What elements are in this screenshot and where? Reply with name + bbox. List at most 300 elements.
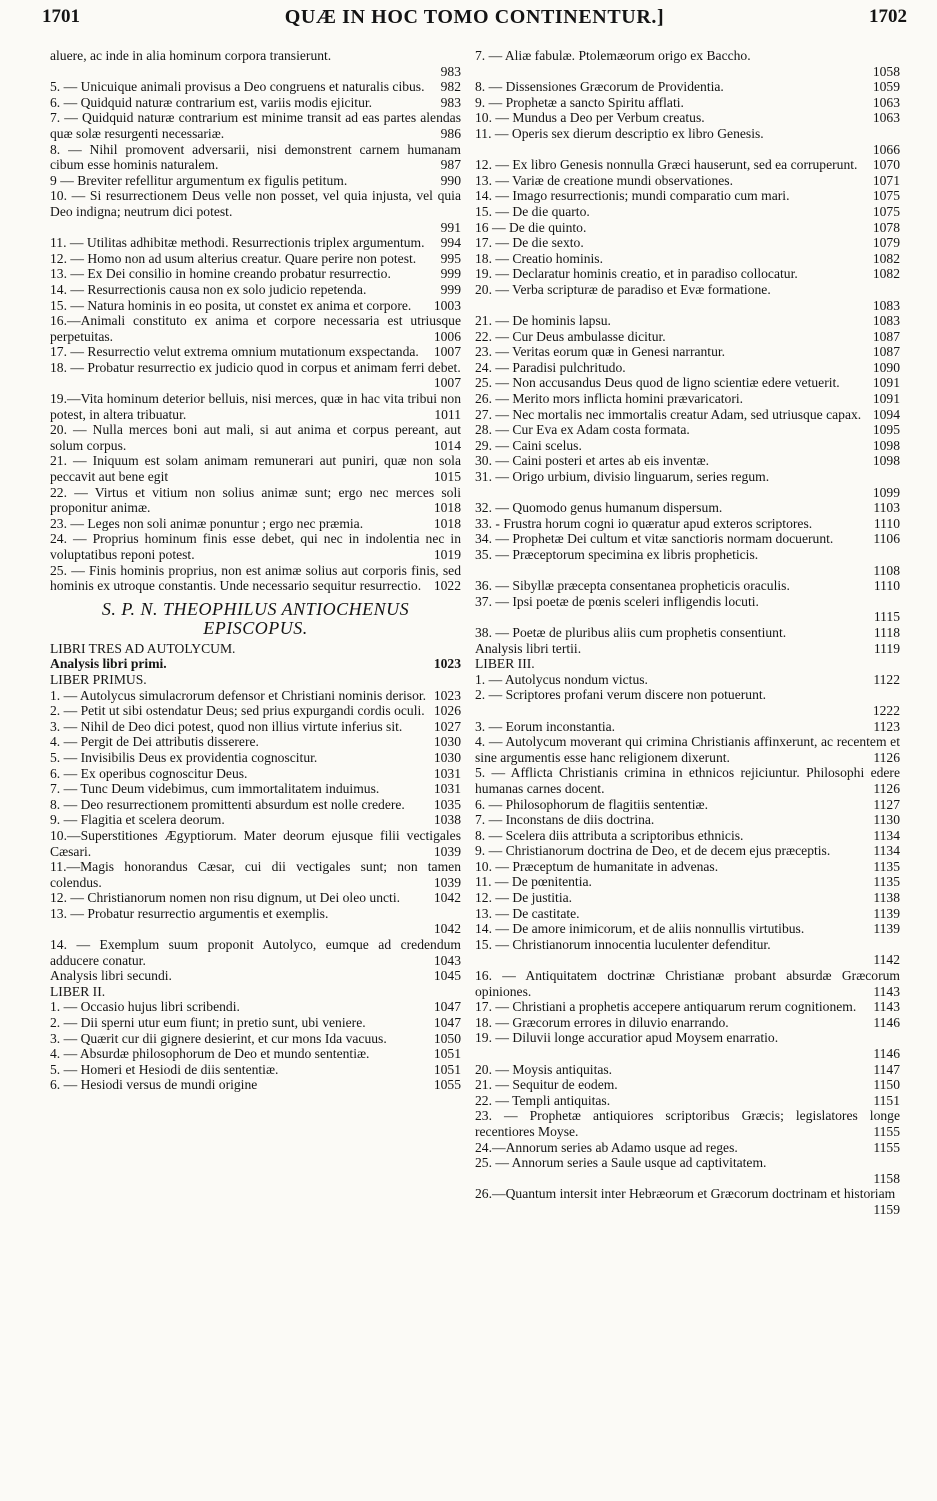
toc-entry-page-slot: [867, 188, 900, 204]
toc-entry-page: 1023: [433, 687, 461, 703]
toc-entry: [50, 422, 461, 453]
toc-entry: [50, 937, 461, 968]
toc-entry-page-slot: [867, 999, 900, 1015]
toc-entry-page-slot: [428, 734, 461, 750]
toc-entry-page-slot: [867, 422, 900, 438]
toc-entry-page: 1050: [433, 1030, 461, 1046]
toc-entry-page: 1126: [873, 780, 900, 796]
toc-entry-page-slot: [428, 719, 461, 735]
toc-entry-page-slot: [867, 1062, 900, 1078]
toc-entry: [475, 469, 900, 485]
toc-entry-page: 1031: [433, 781, 461, 797]
toc-entry-page-slot: [868, 578, 900, 594]
toc-entry-text: 4. — Absurdæ philosophorum de Deo et mundo sententiæ. 1051: [50, 1046, 461, 1062]
toc-entry-text: 23. — Veritas eorum quæ in Genesi narrantur. 1087: [475, 344, 900, 360]
toc-entry: [475, 874, 900, 890]
toc-entry: [50, 703, 461, 719]
toc-entry-page: 1083: [872, 297, 900, 313]
toc-entry-page-slot: [867, 266, 900, 282]
toc-entry: [50, 1046, 461, 1062]
toc-entry-page-slot: [435, 251, 461, 267]
toc-entry-page: 1098: [872, 453, 900, 469]
toc-entry-page-slot: [428, 656, 461, 672]
toc-entry-text: 8. — Scelera diis attributa a scriptoribus ethnicis. 1134: [475, 827, 900, 843]
toc-entry-page-slot: [867, 750, 900, 766]
toc-entry-text: 31. — Origo urbium, divisio linguarum, series regum.: [475, 469, 770, 485]
toc-entry-page: 1150: [873, 1077, 900, 1093]
toc-entry: [50, 812, 461, 828]
toc-entry: [50, 921, 461, 937]
toc-entry: [475, 734, 900, 765]
toc-entry-page: 1047: [433, 1015, 461, 1031]
toc-entry: [475, 438, 900, 454]
toc-entry-page-slot: [435, 126, 461, 142]
left-column: [50, 48, 461, 1093]
toc-entry-page: 1027: [433, 718, 461, 734]
toc-entry-text: 22. — Cur Deus ambulasse dicitur. 1087: [475, 328, 900, 344]
toc-entry-text: 26. — Merito mors inflicta homini prævaricatori. 1091: [475, 391, 900, 407]
toc-entry-page: 991: [440, 219, 461, 235]
toc-entry-text: 5. — Unicuique animali provisus a Deo congruens et naturalis cibus. 982: [50, 79, 461, 95]
toc-entry-page: 1083: [872, 313, 900, 329]
toc-entry-text: 8. — Deo resurrectionem promittenti absurdum est nolle credere. 1035: [50, 796, 461, 812]
toc-entry-page: 1146: [873, 1014, 900, 1030]
toc-entry-page-slot: [867, 391, 900, 407]
toc-entry-page-slot: [428, 1062, 461, 1078]
toc-entry: [50, 453, 461, 484]
toc-entry-page: 1042: [433, 890, 461, 906]
toc-entry: [475, 1015, 900, 1031]
toc-entry-text: Analysis libri tertii. 1119: [475, 640, 900, 656]
toc-entry-page-slot: [867, 531, 900, 547]
toc-entry: [475, 251, 900, 267]
toc-entry-text: 16.—Animali constituto ex anima et corpore necessaria est utriusque perpetuitas. 1006: [50, 313, 461, 344]
toc-entry-page: 1139: [873, 921, 900, 937]
toc-entry-text: 24. — Paradisi pulchritudo. 1090: [475, 359, 900, 375]
toc-entry-text: 3. — Quærit cur dii gignere desierint, et cur mons Ida vacuus. 1050: [50, 1030, 461, 1046]
toc-entry-page-slot: [867, 220, 900, 236]
toc-entry-page: 1082: [872, 266, 900, 282]
toc-entry: [50, 750, 461, 766]
toc-entry-text: 38. — Poetæ de pluribus aliis cum prophetis consentiunt. 1118: [475, 624, 900, 640]
toc-entry-page-slot: [435, 282, 461, 298]
toc-entry-text: 1. — Occasio hujus libri scribendi. 1047: [50, 999, 461, 1015]
toc-entry-text: 23. — Leges non soli animæ ponuntur ; ergo nec præmia. 1018: [50, 515, 461, 531]
toc-entry-page-slot: [428, 516, 461, 532]
toc-entry-page: 986: [440, 125, 461, 141]
toc-entry: [50, 1031, 461, 1047]
toc-entry-text: 19. — Declaratur hominis creatio, et in paradiso collocatur. 1082: [475, 266, 900, 282]
toc-entry-text: 12. — Homo non ad usum alterius creatur. Quare perire non potest. 995: [50, 250, 461, 266]
toc-entry: [475, 173, 900, 189]
toc-entry: [50, 95, 461, 111]
toc-entry-text: 33. - Frustra horum cogni io quæratur apud exteros scriptores. 1110: [475, 515, 900, 531]
toc-entry-text: 25. — Non accusandus Deus quod de ligno scientiæ edere vetuerit. 1091: [475, 375, 900, 391]
toc-entry-page: 1051: [433, 1046, 461, 1062]
toc-entry-text: 12. — Christianorum nomen non risu dignum, ut Dei oleo uncti. 1042: [50, 890, 461, 906]
toc-entry: [475, 1155, 900, 1171]
toc-entry: [50, 890, 461, 906]
toc-entry-page-slot: [428, 1031, 461, 1047]
toc-entry-page-slot: [867, 812, 900, 828]
toc-entry-text: 17. — Resurrectio velut extrema omnium mutationum exspectanda. 1007: [50, 344, 461, 360]
toc-entry-page-slot: [435, 235, 461, 251]
toc-entry-page: 990: [440, 172, 461, 188]
toc-entry: [50, 734, 461, 750]
toc-entry-page: 1023: [433, 656, 461, 672]
toc-entry: [50, 360, 461, 391]
toc-entry-page-slot: [428, 329, 461, 345]
toc-entry-page: 1019: [433, 547, 461, 562]
toc-entry-text: 2. — Petit ut sibi ostendatur Deus; sed prius expurgandi cordis oculi. 1026: [50, 703, 461, 719]
toc-entry-page-slot: [868, 625, 900, 641]
toc-entry-page: 1151: [873, 1092, 900, 1108]
toc-entry-text: 1. — Autolycus simulacrorum defensor et Christiani nominis derisor. 1023: [50, 687, 461, 703]
toc-entry: [50, 766, 461, 782]
toc-entry-page: 1039: [433, 874, 461, 890]
toc-entry: [50, 79, 461, 95]
toc-entry: [50, 220, 461, 236]
toc-entry-page: 1078: [872, 219, 900, 235]
toc-entry-page: 987: [440, 157, 461, 173]
toc-entry: [475, 204, 900, 220]
toc-entry-text: 14. — Exemplum suum proponit Autolyco, eumque ad credendum adducere conatur. 1043: [50, 937, 461, 968]
toc-entry: [475, 703, 900, 719]
section-heading: LIBER III.: [475, 656, 535, 672]
toc-entry-page-slot: [867, 407, 900, 423]
toc-entry-page: 1155: [873, 1123, 900, 1139]
toc-entry-text: 20. — Verba scripturæ de paradiso et Evæ formatione.: [475, 281, 771, 297]
toc-entry-page: 1103: [873, 500, 900, 516]
toc-entry-text: 14. — Resurrectionis causa non ex solo judicio repetenda. 999: [50, 281, 461, 297]
toc-entry: [475, 298, 900, 314]
toc-entry-page-slot: [428, 547, 461, 563]
toc-entry-text: 24. — Proprius hominum finis esse debet, qui nec in indolentia nec in voluptatibus reponi potest. 1019: [50, 531, 461, 562]
toc-entry-page-slot: [867, 251, 900, 267]
toc-entry-page-slot: [428, 688, 461, 704]
toc-entry-page-slot: [867, 453, 900, 469]
toc-entry-text: 23. — Prophetæ antiquiores scriptoribus Græcis; legislatores longe recentiores Moyse. 1155: [475, 1108, 900, 1139]
toc-entry-text: 13. — De castitate. 1139: [475, 905, 900, 921]
toc-entry-page-slot: [428, 578, 461, 594]
toc-entry: [50, 188, 461, 219]
toc-entry: [475, 64, 900, 80]
toc-entry: [50, 719, 461, 735]
toc-entry-page-slot: [867, 781, 900, 797]
toc-entry-page: 1063: [872, 94, 900, 110]
toc-entry-page-slot: [428, 812, 461, 828]
toc-entry-page: 1155: [873, 1139, 900, 1155]
toc-entry: [475, 687, 900, 703]
toc-entry-page: 1058: [872, 63, 900, 79]
toc-entry-page: 1066: [872, 141, 900, 157]
section-title: S. P. N. THEOPHILUS ANTIOCHENUS EPISCOPUS.: [101, 598, 410, 638]
toc-entry-page: 1127: [873, 796, 900, 812]
toc-entry-text: 35. — Præceptorum specimina ex libris propheticis.: [475, 547, 759, 562]
toc-entry-text: 9. — Christianorum doctrina de Deo, et de decem ejus præceptis. 1134: [475, 843, 900, 859]
toc-entry-page-slot: [867, 890, 900, 906]
toc-entry: [475, 843, 900, 859]
toc-entry-page: 1075: [872, 203, 900, 219]
toc-entry-page: 1090: [872, 359, 900, 375]
toc-entry-page: 983: [440, 63, 461, 79]
toc-entry-text: 21. — Iniquum est solam animam remunerari aut puniri, quæ non sola peccavit aut bene egit 1015: [50, 453, 461, 485]
toc-entry-page: 1003: [433, 297, 461, 313]
toc-entry: [475, 641, 900, 657]
toc-entry-text: 13. — Probatur resurrectio argumentis et exemplis.: [50, 905, 329, 921]
toc-entry-text: Analysis libri secundi. 1045: [50, 968, 461, 984]
toc-entry: [50, 1062, 461, 1078]
toc-entry: [475, 391, 900, 407]
toc-entry-page-slot: [867, 906, 900, 922]
toc-entry: [475, 329, 900, 345]
toc-entry: [475, 266, 900, 282]
toc-entry-page: 1079: [872, 235, 900, 251]
toc-entry-text: 27. — Nec mortalis nec immortalis creatur Adam, sed utriusque capax. 1094: [475, 406, 900, 422]
toc-entry-page: 1130: [873, 812, 900, 828]
toc-entry-page: 1075: [872, 188, 900, 204]
toc-entry-page: 1134: [873, 827, 900, 843]
toc-entry: [50, 906, 461, 922]
toc-entry-page: 1134: [873, 843, 900, 859]
toc-entry-page-slot: [867, 500, 900, 516]
toc-entry: [475, 625, 900, 641]
toc-entry-page-slot: [867, 984, 900, 1000]
toc-entry: [50, 313, 461, 344]
toc-entry-page-slot: [867, 1140, 900, 1156]
toc-entry-text: 7. — Inconstans de diis doctrina. 1130: [475, 812, 900, 828]
toc-entry: [50, 781, 461, 797]
toc-entry: [475, 890, 900, 906]
toc-entry-page: 994: [440, 235, 461, 251]
toc-entry-page: 1006: [433, 328, 461, 344]
toc-entry-page: 1071: [872, 172, 900, 188]
toc-entry: [475, 594, 900, 610]
toc-entry-text: 9. — Flagitia et scelera deorum. 1038: [50, 812, 461, 828]
toc-entry-page: 1087: [872, 344, 900, 360]
toc-entry-page: 1091: [872, 375, 900, 391]
toc-entry-text: 22. — Virtus et vitium non solius animæ sunt; ergo nec merces soli proponitur animæ. 1018: [50, 484, 461, 516]
toc-entry-text: 10. — Mundus a Deo per Verbum creatus. 1063: [475, 110, 900, 126]
toc-entry-page-slot: [867, 95, 900, 111]
toc-entry-text: 16 — De die quinto. 1078: [475, 219, 900, 235]
toc-entry-page: 1018: [433, 500, 461, 516]
toc-entry: [50, 968, 461, 984]
toc-entry-text: 15. — Christianorum innocentia luculenter defenditur.: [475, 936, 771, 952]
toc-entry-page: 1095: [872, 422, 900, 438]
toc-entry-page: 1110: [873, 515, 900, 531]
toc-entry-page-slot: [867, 797, 900, 813]
toc-entry-page-slot: [867, 375, 900, 391]
toc-entry-text: 9. — Prophetæ a sancto Spiritu afflati. 1063: [475, 94, 900, 110]
toc-entry-page: 1042: [433, 921, 461, 937]
toc-entry-text: 18. — Probatur resurrectio ex judicio quod in corpus et animam ferri debet. 1007: [50, 359, 461, 391]
toc-entry-page-slot: [435, 157, 461, 173]
page-number-right: 1702: [869, 6, 907, 27]
toc-entry: [50, 266, 461, 282]
toc-entry: [475, 765, 900, 796]
toc-entry: [475, 1046, 900, 1062]
toc-entry-text: 8. — Nihil promovent adversarii, nisi demonstrent carnem humanam cibum esse hominis naturalem. 987: [50, 141, 461, 173]
toc-entry: [475, 360, 900, 376]
toc-entry-text: 19.—Vita hominum deterior belluis, nisi merces, quæ in hac vita tribui non potest, in altera tribuatur. 1011: [50, 391, 461, 422]
toc-entry-text: 21. — Sequitur de eodem. 1150: [475, 1077, 900, 1093]
right-column: [475, 48, 900, 1218]
toc-entry-text: 15. — De die quarto. 1075: [475, 203, 900, 219]
toc-entry-page: 1055: [433, 1077, 461, 1093]
toc-entry-page: 999: [440, 281, 461, 297]
toc-entry-text: 18. — Creatio hominis. 1082: [475, 250, 900, 266]
toc-entry-page: 983: [440, 94, 461, 110]
toc-entry-page-slot: [867, 344, 900, 360]
toc-entry-text: 10. — Si resurrectionem Deus velle non posset, vel quia injusta, vel quia Deo indigna; neutrum dici potest.: [50, 188, 461, 219]
toc-entry: [475, 547, 900, 563]
toc-entry: [475, 921, 900, 937]
toc-entry-page-slot: [867, 719, 900, 735]
section-heading: LIBRI TRES AD AUTOLYCUM.: [50, 640, 236, 656]
toc-entry: [50, 235, 461, 251]
toc-entry-page-slot: [867, 672, 900, 688]
toc-entry-page: 1135: [873, 858, 900, 874]
toc-entry-page: 1031: [433, 765, 461, 781]
toc-entry: [475, 1093, 900, 1109]
toc-entry-page: 1139: [873, 905, 900, 921]
toc-entry-page: 1135: [873, 874, 900, 890]
toc-entry: [475, 220, 900, 236]
toc-entry: [50, 688, 461, 704]
toc-entry-page: 995: [440, 250, 461, 266]
toc-entry: [50, 48, 461, 64]
toc-entry-page-slot: [867, 874, 900, 890]
toc-entry-text: 14. — De amore inimicorum, et de aliis nonnullis virtutibus. 1139: [475, 921, 900, 937]
toc-entry-text: 9 — Breviter refellitur argumentum ex figulis petitum. 990: [50, 172, 461, 188]
toc-entry: [475, 1108, 900, 1139]
toc-entry-text: 3. — Eorum inconstantia. 1123: [475, 718, 900, 734]
toc-entry: [475, 952, 900, 968]
toc-entry: [475, 235, 900, 251]
toc-entry-page-slot: [867, 173, 900, 189]
toc-entry-text: 6. — Hesiodi versus de mundi origine 1055: [50, 1077, 461, 1093]
toc-entry-page: 1015: [433, 469, 461, 485]
toc-entry-page: 1147: [873, 1061, 900, 1077]
toc-entry-page: 1087: [872, 328, 900, 344]
toc-entry-page-slot: [435, 266, 461, 282]
toc-entry: [50, 999, 461, 1015]
toc-entry: [50, 1015, 461, 1031]
toc-entry-page-slot: [428, 1046, 461, 1062]
toc-entry-page-slot: [428, 298, 461, 314]
toc-entry-text: 7. — Tunc Deum videbimus, cum immortalitatem induimus. 1031: [50, 781, 461, 797]
toc-entry-text: 34. — Prophetæ Dei cultum et vitæ sanctioris normam docuerunt. 1106: [475, 531, 900, 547]
toc-entry-page-slot: [868, 641, 900, 657]
toc-entry-page: 1091: [872, 391, 900, 407]
toc-entry: [475, 1186, 900, 1217]
toc-entry-page: 1070: [872, 157, 900, 173]
toc-entry-page-slot: [867, 828, 900, 844]
toc-entry: [50, 563, 461, 594]
toc-entry-page-slot: [428, 766, 461, 782]
toc-entry: [50, 1077, 461, 1093]
toc-entry-page: 1126: [873, 749, 900, 765]
toc-entry-text: 26.—Quantum intersit inter Hebræorum et Græcorum doctrinam et historiam 1159: [475, 1186, 900, 1217]
toc-entry-page-slot: [867, 1202, 900, 1218]
toc-entry: [50, 64, 461, 80]
toc-entry: [475, 906, 900, 922]
toc-entry-text: 7. — Quidquid naturæ contrarium est minime transit ad eas partes alendas quæ solæ resurgenti necessariæ. 986: [50, 110, 461, 141]
toc-entry-text: 24.—Annorum series ab Adamo usque ad reges. 1155: [475, 1139, 900, 1155]
toc-entry-page-slot: [867, 110, 900, 126]
toc-entry: [475, 563, 900, 579]
toc-entry-text: 5. — Homeri et Hesiodi de diis sententiæ. 1051: [50, 1061, 461, 1077]
toc-entry: [475, 453, 900, 469]
toc-entry: [475, 859, 900, 875]
toc-entry-page-slot: [428, 375, 461, 391]
toc-entry: [50, 344, 461, 360]
toc-entry-text: 11. — Utilitas adhibitæ methodi. Resurrectionis triplex argumentum. 994: [50, 235, 461, 251]
toc-entry-page: 1158: [873, 1170, 900, 1186]
toc-entry-page-slot: [867, 79, 900, 95]
toc-entry-text: 14. — Imago resurrectionis; mundi comparatio cum mari. 1075: [475, 188, 900, 204]
toc-entry-page: 1138: [873, 890, 900, 906]
toc-entry-page: 1098: [872, 437, 900, 453]
toc-entry-page: 1030: [433, 734, 461, 750]
toc-entry-page: 1115: [873, 609, 900, 625]
toc-entry: [475, 812, 900, 828]
toc-entry-page-slot: [867, 1015, 900, 1031]
toc-entry: [475, 110, 900, 126]
toc-entry-text: Analysis libri primi. 1023: [50, 656, 461, 672]
toc-entry-page: 1038: [433, 812, 461, 828]
toc-entry-page-slot: [867, 235, 900, 251]
toc-entry: [475, 48, 900, 64]
toc-entry-page: 1007: [433, 344, 461, 360]
toc-entry: [475, 672, 900, 688]
toc-entry: [50, 110, 461, 141]
toc-entry-page-slot: [428, 344, 461, 360]
toc-entry-text: 15. — Natura hominis in eo posita, ut constet ex anima et corpore. 1003: [50, 297, 461, 313]
toc-entry: [475, 79, 900, 95]
toc-entry-text: 1. — Autolycus nondum victus. 1122: [475, 671, 900, 687]
toc-entry: [475, 1030, 900, 1046]
toc-entry-text: 25. — Annorum series a Saule usque ad captivitatem.: [475, 1155, 767, 1171]
toc-entry-text: 2. — Dii sperni utur eum fiunt; in pretio sunt, ubi veniere. 1047: [50, 1015, 461, 1031]
toc-entry: [475, 1062, 900, 1078]
toc-entry-page-slot: [867, 438, 900, 454]
toc-entry: [475, 1171, 900, 1187]
toc-entry-text: 16. — Antiquitatem doctrinæ Christianæ probant absurdæ Græcorum opiniones. 1143: [475, 968, 900, 999]
toc-entry: [475, 95, 900, 111]
toc-entry-page: 999: [440, 266, 461, 282]
toc-entry-page: 1118: [873, 624, 900, 640]
toc-entry-page: 1143: [873, 983, 900, 999]
toc-entry-page: 1043: [433, 952, 461, 968]
toc-entry-text: 5. — Invisibilis Deus ex providentia cognoscitur. 1030: [50, 749, 461, 765]
toc-entry-page-slot: [867, 313, 900, 329]
toc-entry-page-slot: [428, 500, 461, 516]
running-title: QUÆ IN HOC TOMO CONTINENTUR.]: [284, 6, 665, 28]
toc-entry: [50, 828, 461, 859]
toc-entry-page-slot: [867, 329, 900, 345]
toc-entry-text: 17. — De die sexto. 1079: [475, 235, 900, 251]
toc-entry-text: 18. — Græcorum errores in diluvio enarrando. 1146: [475, 1014, 900, 1030]
toc-entry-text: 37. — Ipsi poetæ de pœnis sceleri infligendis locuti.: [475, 593, 759, 609]
toc-entry: [50, 391, 461, 422]
toc-entry-text: 29. — Caini scelus. 1098: [475, 437, 900, 453]
toc-entry: [475, 282, 900, 298]
toc-entry-page: 1030: [433, 749, 461, 765]
toc-entry-page-slot: [867, 1077, 900, 1093]
toc-entry: [50, 797, 461, 813]
